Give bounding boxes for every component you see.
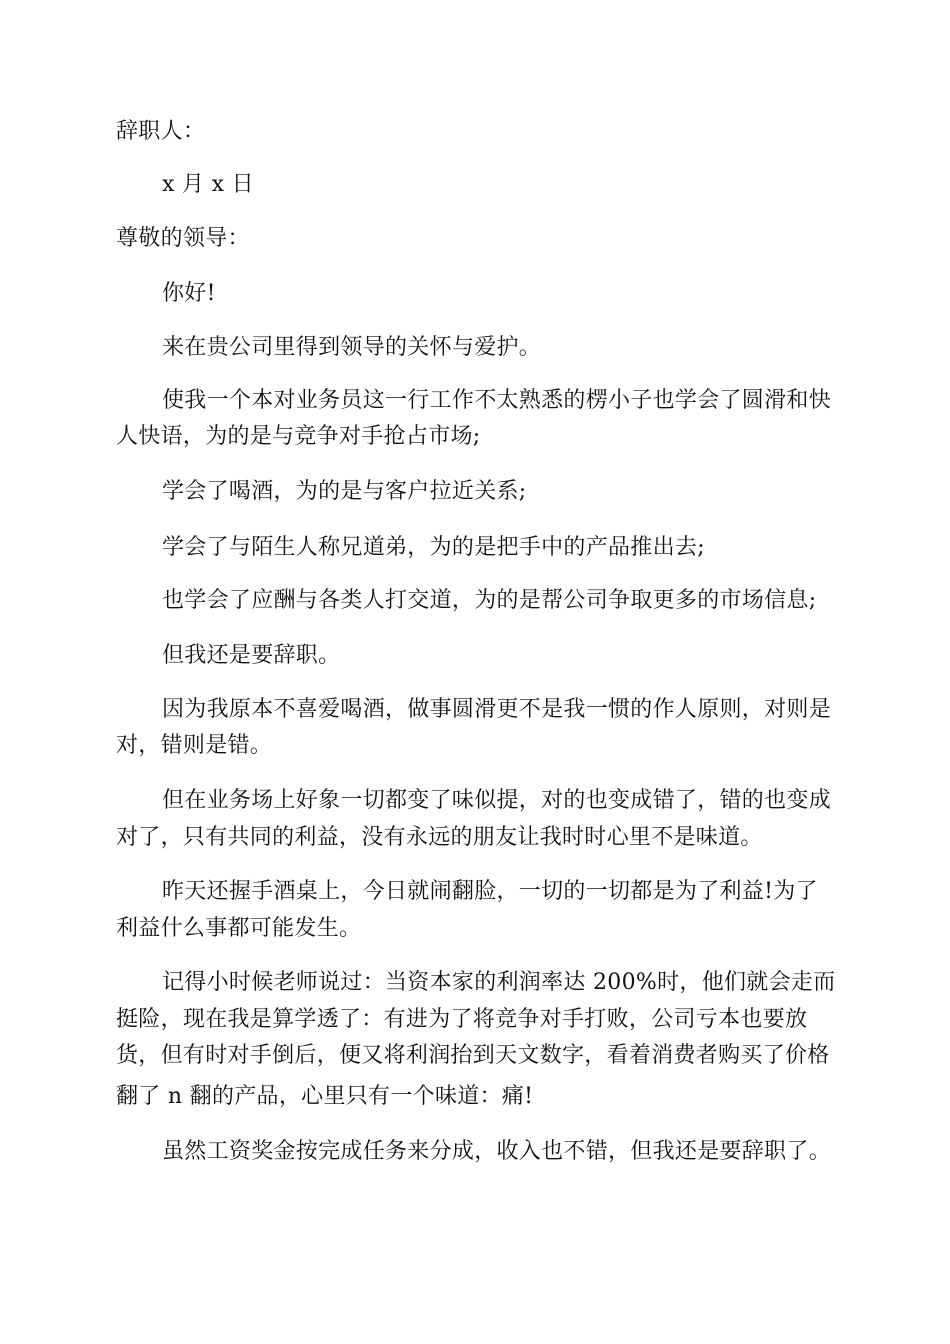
paragraph-line: 货，但有时对手倒后，便又将利润抬到天文数字，看着消费者购买了价格 — [116, 1043, 830, 1068]
paragraph-line: 人快语，为的是与竞争对手抢占市场; — [116, 424, 481, 449]
paragraph-line: 对了，只有共同的利益，没有永远的朋友让我时时心里不是味道。 — [116, 825, 763, 850]
paragraph-line: 昨天还握手酒桌上，今日就闹翻脸，一切的一切都是为了利益!为了 — [162, 879, 818, 904]
paragraph-line: 虽然工资奖金按完成任务来分成，收入也不错，但我还是要辞职了。 — [162, 1139, 832, 1164]
date-line: x 月 x 日 — [162, 172, 254, 197]
signer-label: 辞职人： — [116, 119, 206, 144]
paragraph-line: 来在贵公司里得到领导的关怀与爱护。 — [162, 335, 542, 360]
paragraph-line: 但在业务场上好象一切都变了味似提，对的也变成错了，错的也变成 — [162, 788, 832, 813]
paragraph-line: 挺险，现在我是算学透了：有进为了将竞争对手打败，公司亏本也要放 — [116, 1007, 808, 1032]
paragraph-line: 也学会了应酬与各类人打交道，为的是帮公司争取更多的市场信息; — [162, 588, 817, 613]
paragraph-line: 因为我原本不喜爱喝酒，做事圆滑更不是我一惯的作人原则，对则是 — [162, 697, 832, 722]
greeting: 你好! — [162, 281, 216, 306]
paragraph-line: 使我一个本对业务员这一行工作不太熟悉的楞小子也学会了圆滑和快 — [162, 388, 832, 413]
paragraph-line: 学会了喝酒，为的是与客户拉近关系; — [162, 479, 527, 504]
paragraph-line: 翻了 n 翻的产品，心里只有一个味道：痛! — [116, 1084, 534, 1109]
paragraph-line: 记得小时候老师说过：当资本家的利润率达 200%时，他们就会走而 — [162, 970, 836, 995]
paragraph-line: 但我还是要辞职。 — [162, 643, 341, 668]
paragraph-line: 对，错则是错。 — [116, 733, 273, 758]
paragraph-line: 利益什么事都可能发生。 — [116, 916, 362, 941]
salutation: 尊敬的领导： — [116, 226, 250, 251]
paragraph-line: 学会了与陌生人称兄道弟，为的是把手中的产品推出去; — [162, 535, 705, 560]
